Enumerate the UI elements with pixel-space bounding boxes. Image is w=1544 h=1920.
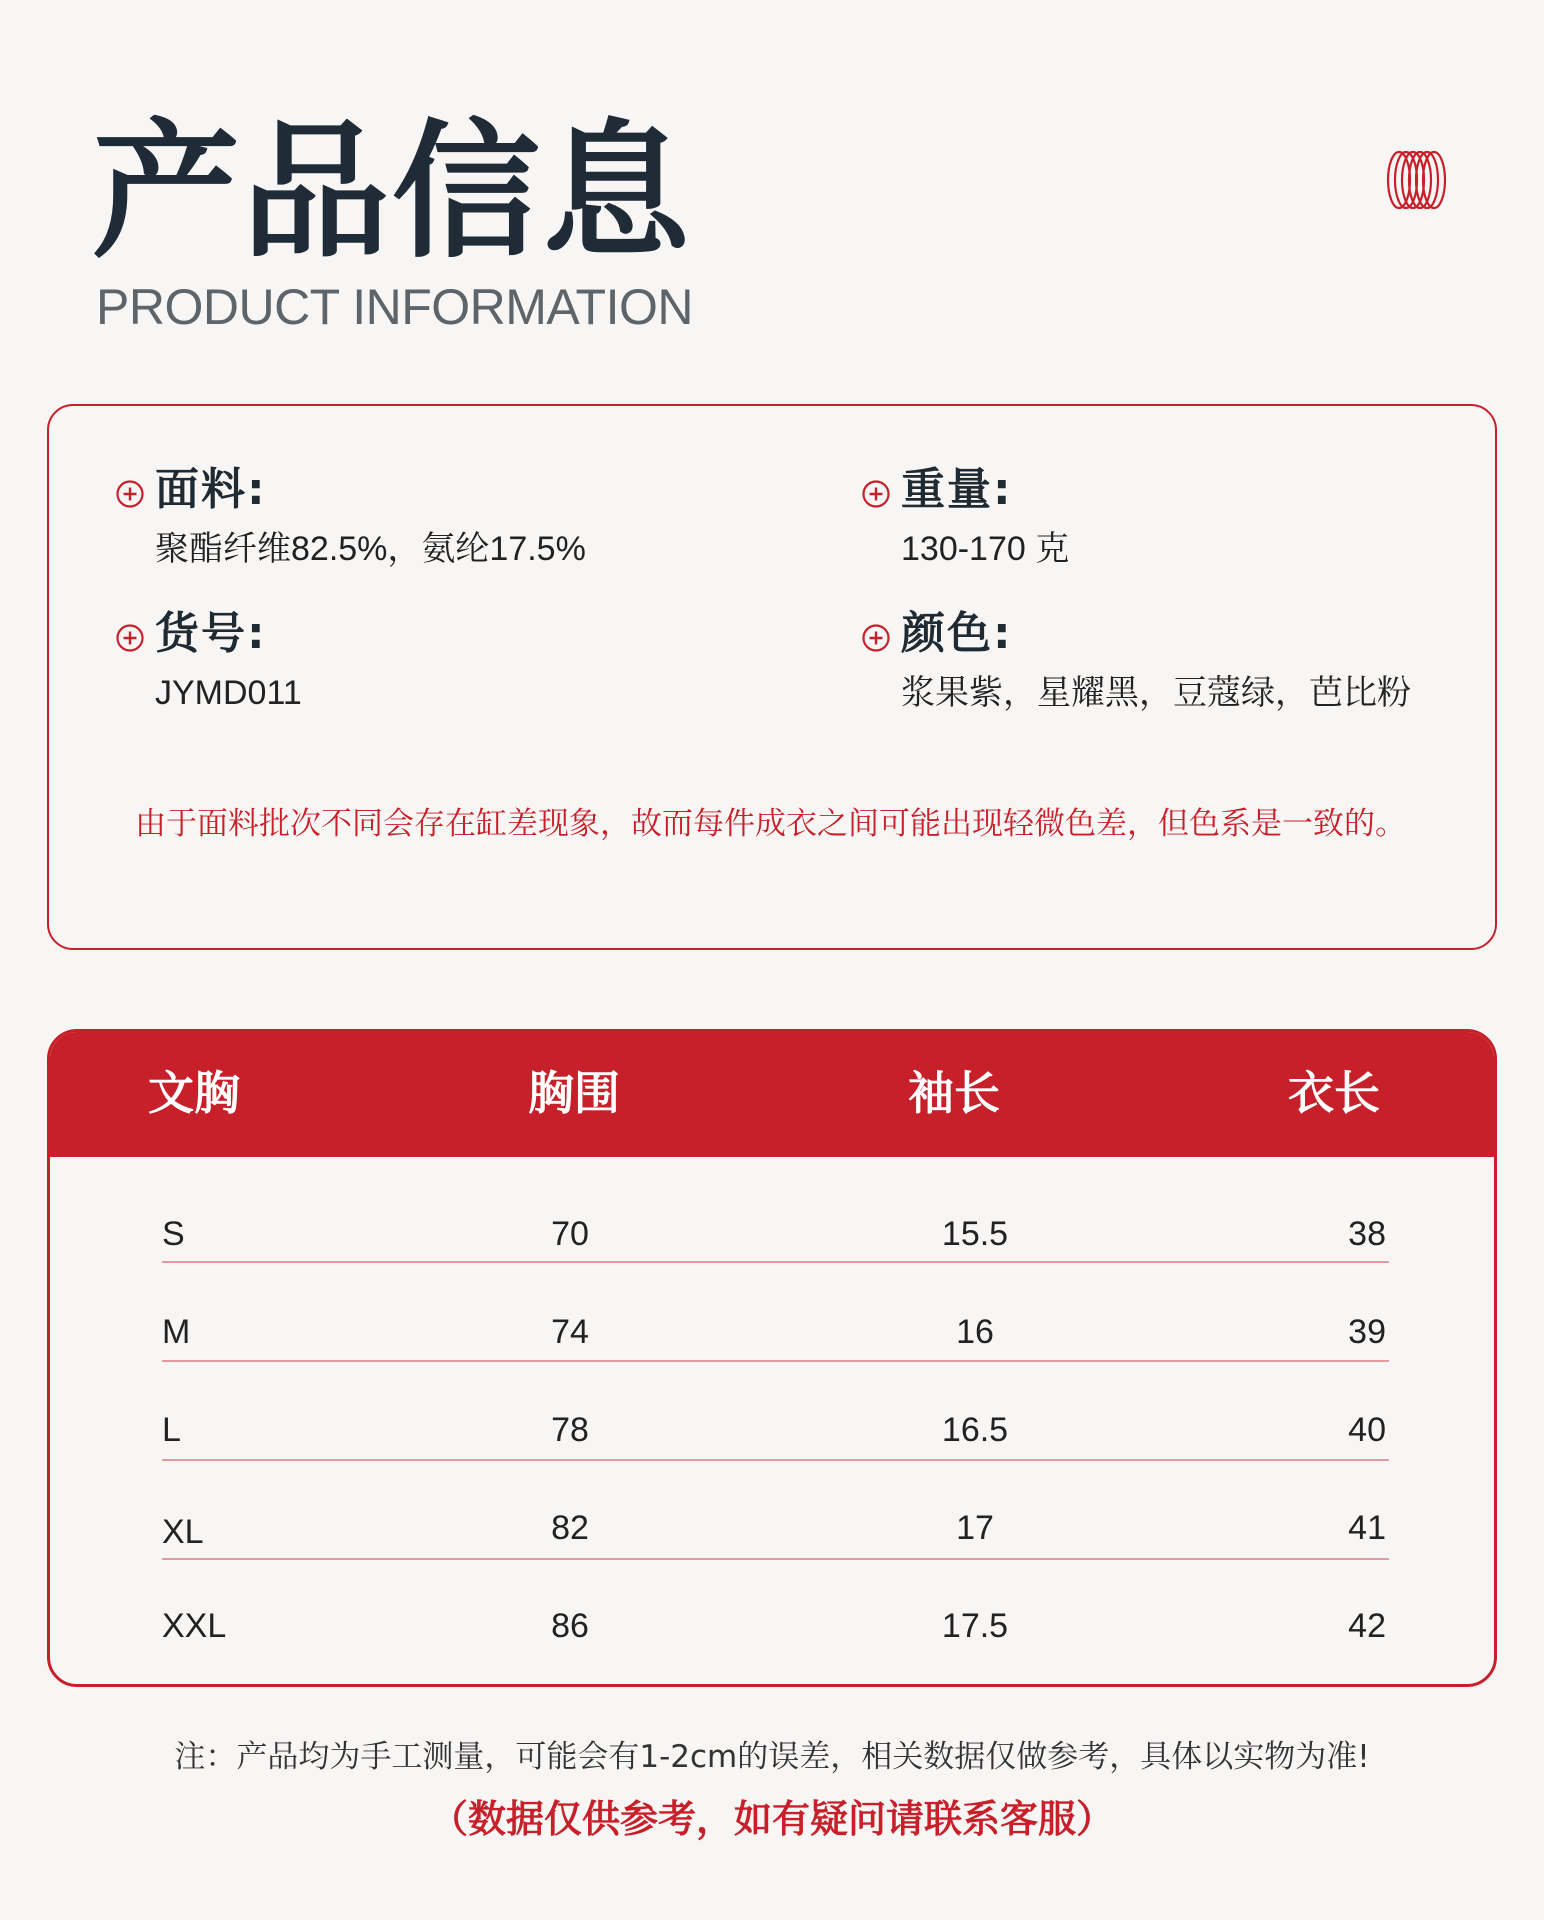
cell-bust: 70 [551, 1215, 589, 1253]
cell-sleeve: 16 [956, 1313, 994, 1351]
cell-length: 40 [1348, 1411, 1386, 1449]
page-subtitle: PRODUCT INFORMATION [96, 279, 693, 335]
plus-circle-icon [115, 623, 145, 653]
color-info [861, 608, 1411, 712]
plus-circle-icon [861, 623, 891, 653]
weight-label: 重量: [901, 464, 1013, 515]
plus-circle-icon [861, 479, 891, 509]
fabric-info [115, 464, 586, 568]
fabric-label: 面料: [155, 464, 267, 515]
cell-size: S [162, 1215, 185, 1253]
cell-length: 39 [1348, 1313, 1386, 1351]
cell-bust: 86 [551, 1607, 589, 1645]
cell-bust: 78 [551, 1411, 589, 1449]
color-value: 浆果紫，星耀黑，豆蔻绿，芭比粉 [901, 674, 1411, 712]
header-sleeve: 袖长 [908, 1066, 1000, 1120]
coil-icon [1386, 148, 1448, 212]
sku-info [115, 608, 302, 712]
row-divider [162, 1360, 1389, 1362]
weight-value: 130-170 克 [901, 530, 1070, 568]
sku-value: JYMD011 [155, 674, 302, 712]
table-row [50, 1571, 1494, 1669]
plus-circle-icon [115, 479, 145, 509]
cell-size: XXL [162, 1607, 227, 1645]
page-title: 产品信息 [92, 106, 692, 278]
header-size: 文胸 [148, 1066, 240, 1120]
size-table [47, 1029, 1497, 1687]
cell-length: 42 [1348, 1607, 1386, 1645]
sku-label: 货号: [155, 608, 267, 659]
cell-bust: 82 [551, 1509, 589, 1547]
table-row [50, 1473, 1494, 1571]
cell-length: 41 [1348, 1509, 1386, 1547]
cell-sleeve: 17 [956, 1509, 994, 1547]
header-bust: 胸围 [528, 1066, 620, 1120]
table-header [50, 1032, 1494, 1157]
row-divider [162, 1459, 1389, 1461]
cell-length: 38 [1348, 1215, 1386, 1253]
row-divider [162, 1558, 1389, 1560]
cell-sleeve: 15.5 [941, 1215, 1009, 1253]
fabric-value: 聚酯纤维82.5%，氨纶17.5% [155, 530, 586, 568]
cell-sleeve: 16.5 [941, 1411, 1009, 1449]
product-info-card [47, 404, 1497, 950]
cell-size: XL [162, 1513, 204, 1551]
reference-note: （数据仅供参考，如有疑问请联系客服） [429, 1797, 1114, 1841]
row-divider [162, 1261, 1389, 1263]
color-difference-note: 由于面料批次不同会存在缸差现象，故而每件成衣之间可能出现轻微色差，但色系是一致的。 [135, 806, 1406, 842]
header-length: 衣长 [1288, 1066, 1380, 1120]
cell-sleeve: 17.5 [941, 1607, 1009, 1645]
weight-info [861, 464, 1070, 568]
measurement-note: 注：产品均为手工测量，可能会有1-2cm的误差，相关数据仅做参考，具体以实物为准! [174, 1739, 1370, 1775]
cell-size: M [162, 1313, 191, 1351]
color-label: 颜色: [901, 608, 1013, 659]
cell-bust: 74 [551, 1313, 589, 1351]
cell-size: L [162, 1411, 181, 1449]
